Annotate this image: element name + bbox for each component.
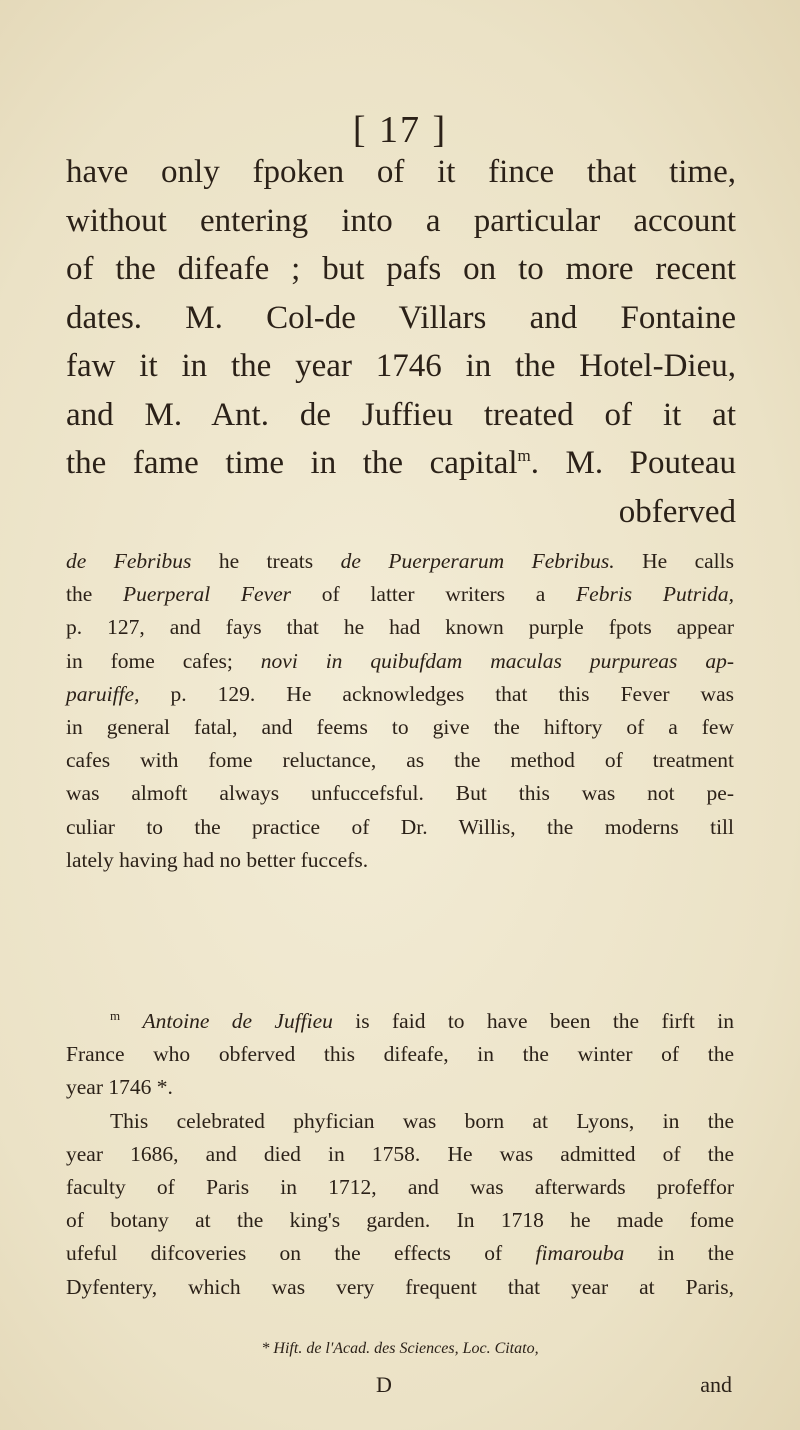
signature-mark: D [376,1372,392,1397]
footnote-m [66,1005,734,1304]
main-text-line: faw it in the year 1746 in the Hotel-Dieu, [66,348,736,384]
main-text-fragment: the fame time in the capital [66,445,518,481]
main-text-line: have only fpoken of it fince that time, [66,154,736,190]
footnote-l [66,545,734,877]
footnote-line: was almoft always unfuccefsful. But this was not pe- [66,781,734,806]
italic-text: fimarouba [535,1241,625,1266]
italic-text: paruiffe, [66,681,140,706]
footnote-line [66,1005,734,1038]
main-text-line [66,439,736,488]
main-text-fragment: . M. Pouteau [530,445,736,481]
footnote-line: Dyfentery, which was very frequent that year at Paris, [66,1274,734,1299]
footnote-line [66,645,734,678]
footnote-line: faculty of Paris in 1712, and was afterwards profeffor [66,1175,734,1200]
footnote-line: This celebrated phyfician was born at Lyons, in the [110,1108,734,1133]
main-text-line: obferved [618,493,736,530]
main-text-line: of the difeafe ; but pafs on to more recent [66,251,736,287]
italic-text: de Puerperarum Febribus. [340,549,615,573]
catchword: and [700,1372,732,1397]
reference-note: * Hift. de l'Acad. des Sciences, Loc. Citato, [261,1340,539,1357]
footnote-line [66,545,734,578]
footnote-line: p. 127, and fays that he had known purple fpots appear [66,615,734,640]
text-fragment: in fome cafes; [66,648,261,673]
footnote-line: year 1686, and died in 1758. He was admitted of the [66,1141,734,1166]
footnote-line: year 1746 *. [66,1075,173,1100]
text-fragment: ufeful difcoveries on the effects of [66,1241,536,1266]
text-fragment: He calls [614,549,734,573]
footnote-line: France who obferved this difeafe, in the winter of the [66,1042,734,1067]
footnote-line: cafes with fome reluctance, as the method of treatment [66,748,734,773]
main-text-line: and M. Ant. de Juffieu treated of it at [66,396,736,433]
text-fragment: p. 129. He acknowledges that this Fever was [139,681,734,706]
text-fragment: in the [624,1241,734,1266]
footnote-line [66,1237,734,1270]
footnote-marker: m [110,1007,121,1023]
page-number: [ 17 ] [352,109,448,151]
footnote-line [66,578,734,611]
text-fragment: he treats [191,549,341,573]
footnote-line: of botany at the king's garden. In 1718 he made fome [66,1208,734,1233]
main-text-line: dates. M. Col-de Villars and Fontaine [66,299,736,336]
footnote-line: lately having had no better fuccefs. [66,847,369,872]
main-text [66,148,736,536]
text-fragment: of latter writers a [291,582,577,607]
main-text-line: without entering into a particular account [66,202,736,239]
footnote-line: in general fatal, and feems to give the hiftory of a few [66,715,734,740]
italic-text: Febris Putrida, [576,582,734,607]
footnote-reference-m: m [517,446,531,465]
text-fragment: is faid to have been the firft in [332,1009,734,1033]
italic-text: de Febribus [66,549,192,573]
footnote-line [66,678,734,711]
italic-text: novi in quibufdam maculas purpureas ap- [260,648,734,673]
italic-text: Puerperal Fever [123,582,292,607]
footnote-line: culiar to the practice of Dr. Willis, the moderns till [66,814,734,839]
text-fragment: the [66,582,123,607]
italic-text: Antoine de Juffieu [142,1009,333,1033]
